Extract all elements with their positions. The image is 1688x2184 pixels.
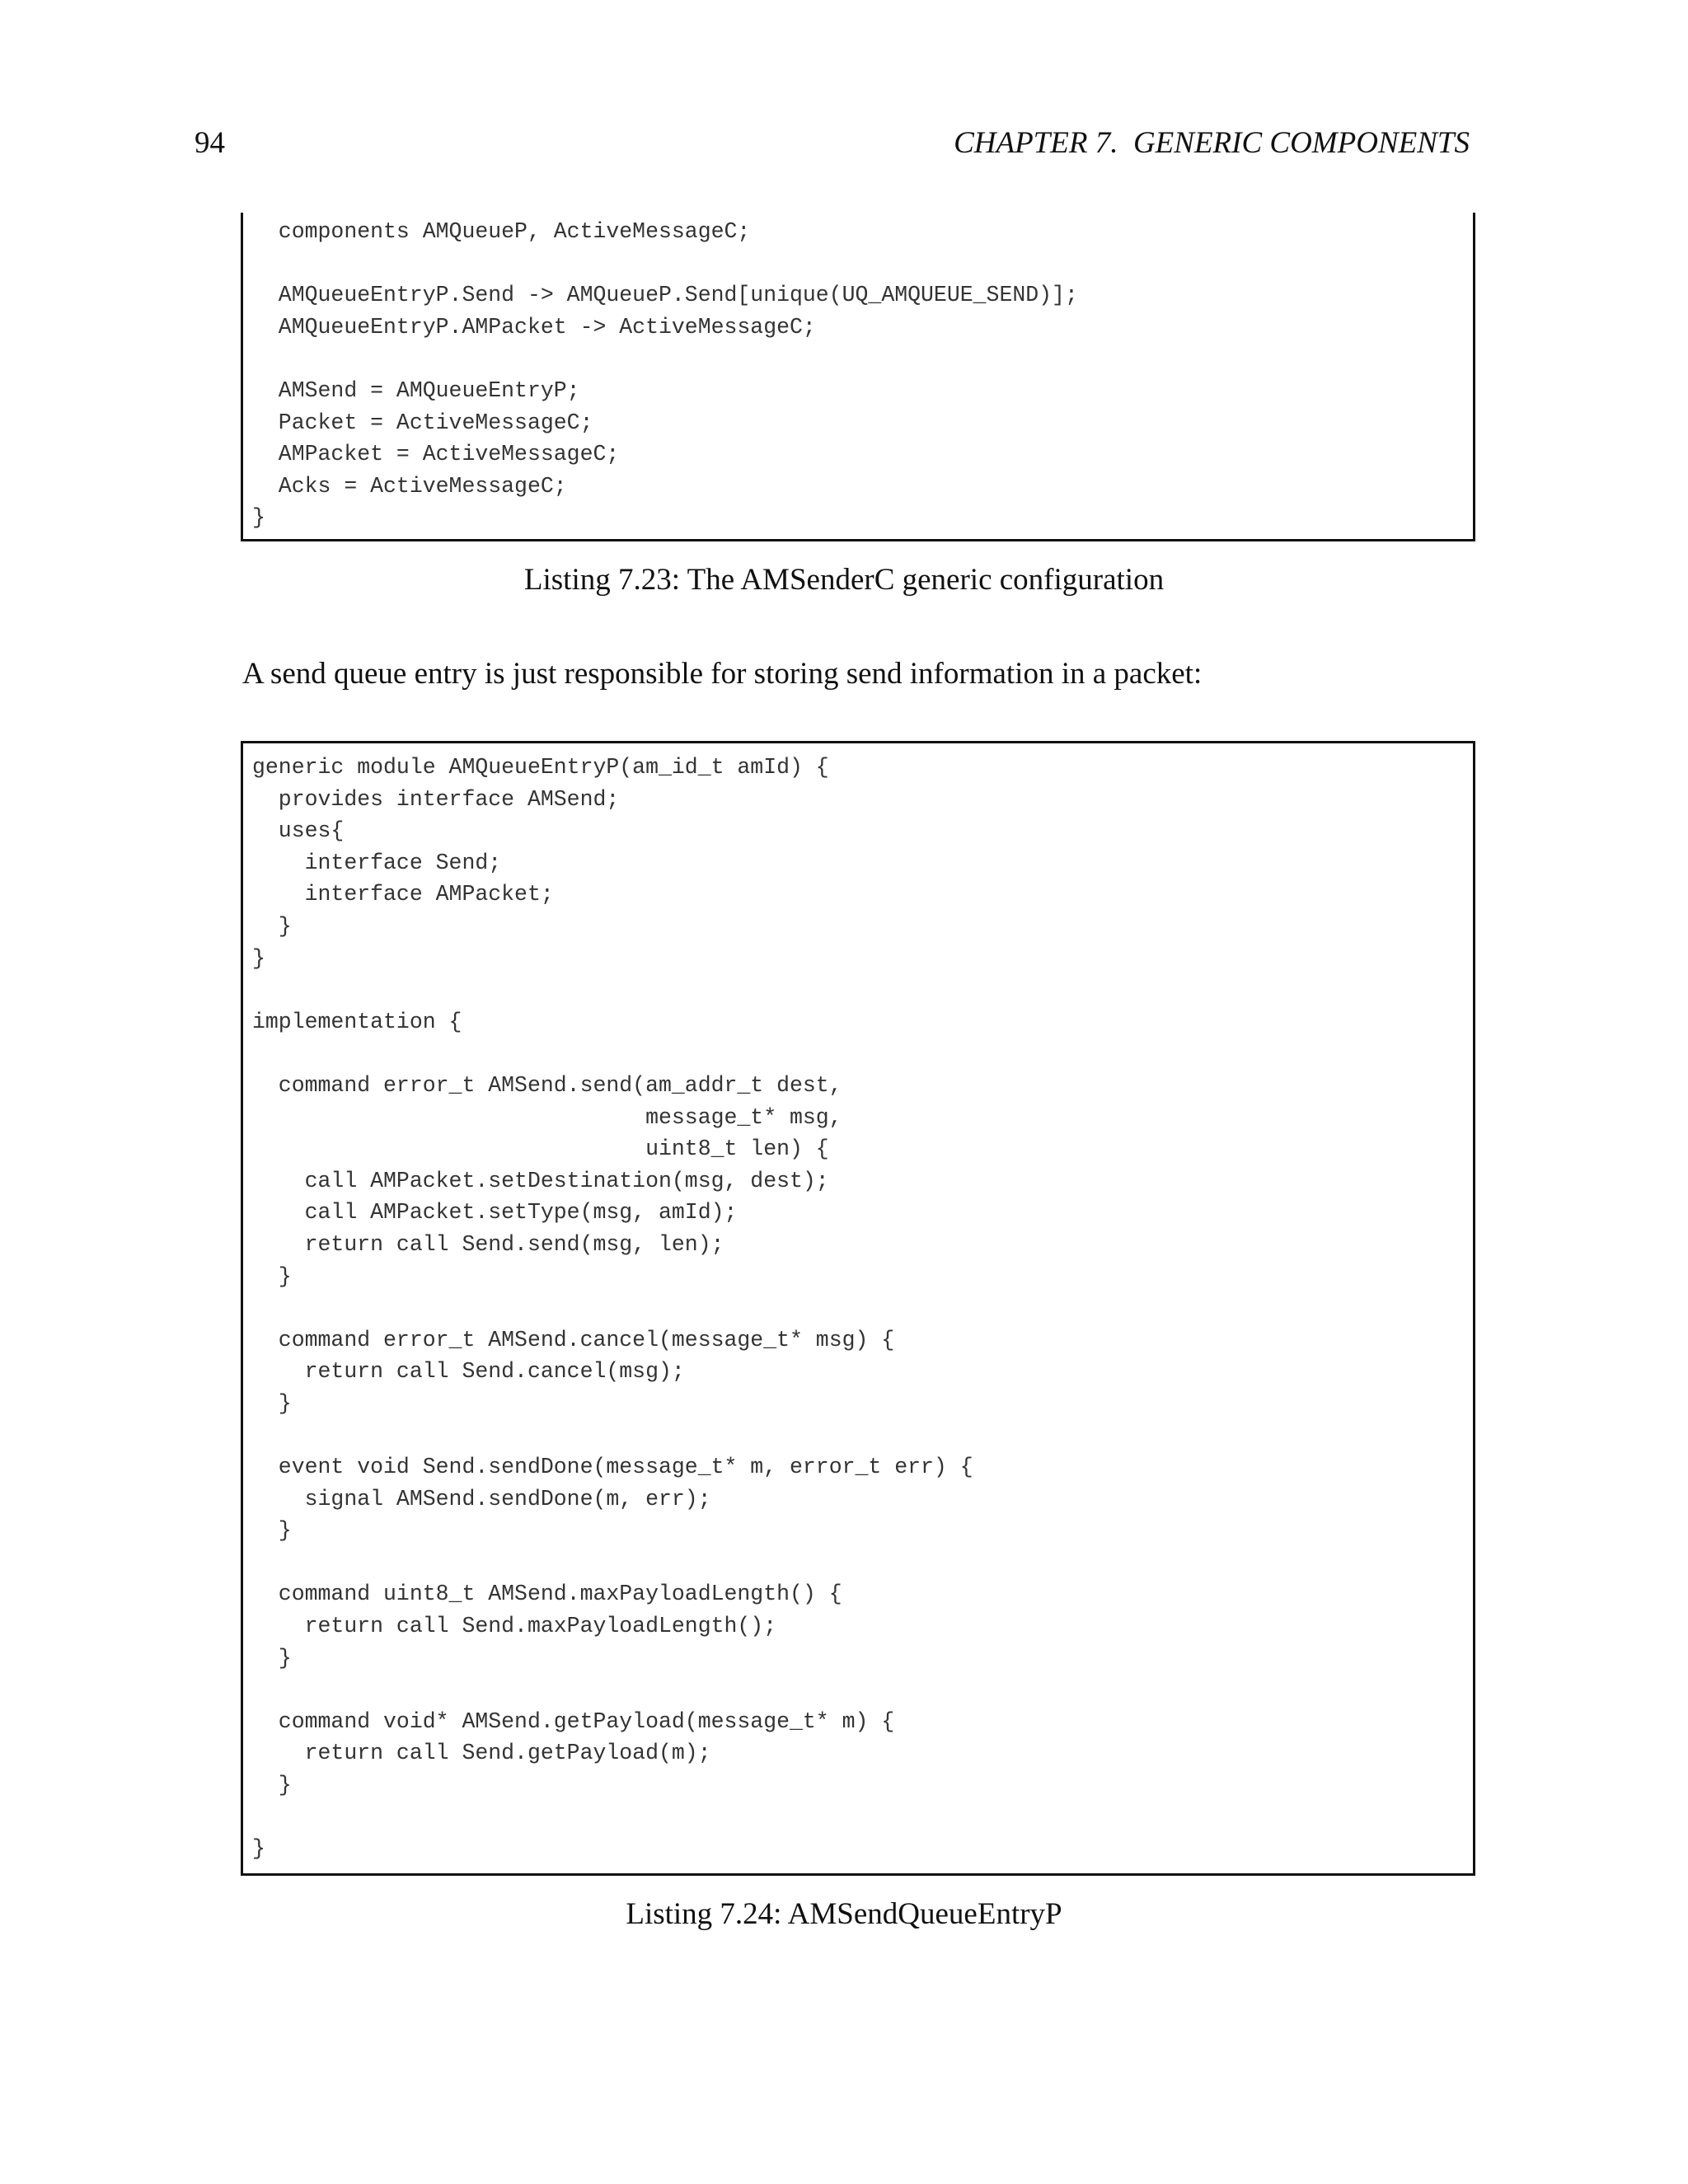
- code-listing-amsenderc: [241, 213, 1475, 541]
- code-text: components AMQueueP, ActiveMessageC; AMQueueEntryP.Send -> AMQueueP.Send[unique(UQ_AMQUEUE_SEND)]; AMQueueEntryP.AMPacket -> ActiveMessageC; AMSend = AMQueueEntryP; Packet = ActiveMessageC; AMPacket = ActiveMessageC; Acks = ActiveMessageC; }: [252, 219, 1078, 531]
- listing-caption: Listing 7.24: AMSendQueueEntryP: [626, 1897, 1062, 1931]
- code-text: generic module AMQueueEntryP(am_id_t amId) { provides interface AMSend; uses{ interface Send; interface AMPacket; } } implementation { command error_t AMSend.send(am_addr_t dest, message_t* msg, uint8_t len) { call AMPacket.setDestination(msg, dest); call AMPacket.setType(msg, amId); return call Send.send(msg, len); } command error_t AMSend.cancel(message_t* msg) { return call Send.cancel(msg); } event void Send.sendDone(message_t* m, error_t err) { signal AMSend.sendDone(m, err); } command uint8_t AMSend.maxPayloadLength() { return call Send.maxPayloadLength(); } command void* AMSend.getPayload(message_t* m) { return call Send.getPayload(m); } }: [252, 755, 973, 1862]
- code-listing-amqueueentryp: [241, 741, 1475, 1876]
- listing-caption: Listing 7.23: The AMSenderC generic configuration: [523, 563, 1165, 597]
- body-paragraph: A send queue entry is just responsible for storing send information in a packet:: [242, 657, 1203, 691]
- running-head: CHAPTER 7. GENERIC COMPONENTS: [954, 126, 1470, 160]
- page-number: 94: [195, 126, 225, 160]
